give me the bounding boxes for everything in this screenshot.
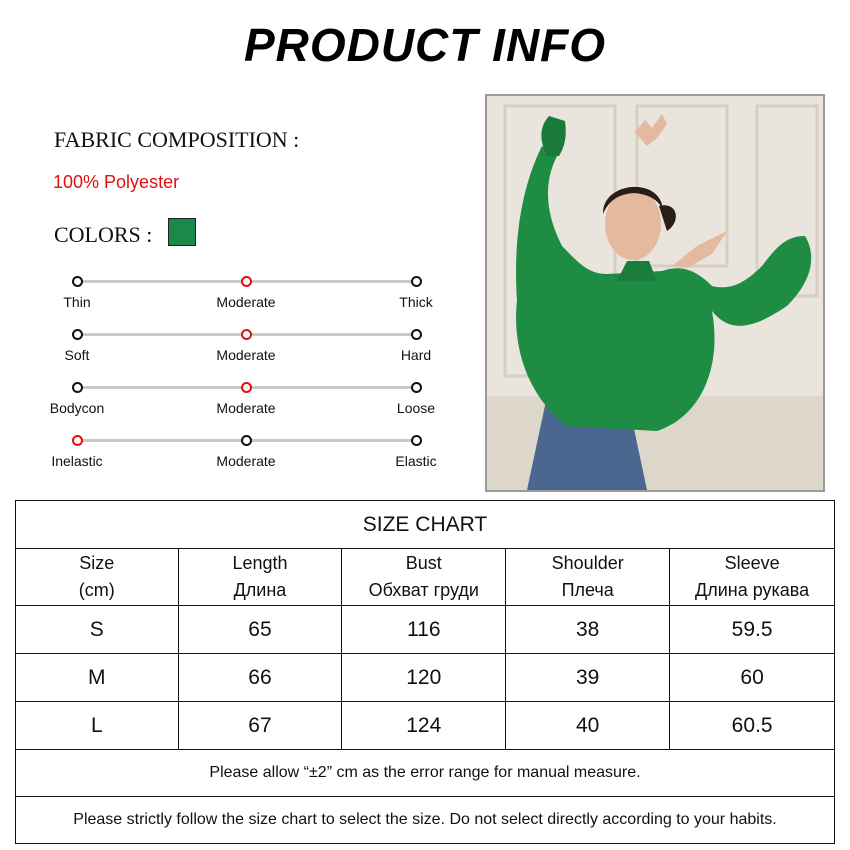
- scale-label-mid: Moderate: [216, 453, 276, 469]
- column-header-length: Length Длина: [178, 549, 342, 606]
- scale-label-mid: Moderate: [216, 400, 276, 416]
- colors-label: COLORS :: [54, 222, 153, 247]
- table-cell: 66: [178, 654, 342, 702]
- scale-dot-right: [411, 276, 422, 287]
- table-cell: S: [16, 606, 179, 654]
- scale-dot-mid: [241, 435, 252, 446]
- scale-label-mid: Moderate: [216, 347, 276, 363]
- column-header-size: Size (cm): [16, 549, 179, 606]
- scale-dot-right: [411, 382, 422, 393]
- table-cell: 124: [342, 702, 506, 750]
- fit-scale: [40, 378, 450, 428]
- scale-label-right: Thick: [399, 294, 433, 310]
- table-cell: 120: [342, 654, 506, 702]
- table-cell: 39: [506, 654, 670, 702]
- table-row: [16, 606, 835, 654]
- column-header-bust: Bust Обхват груди: [342, 549, 506, 606]
- table-cell: 40: [506, 702, 670, 750]
- scale-dot-mid: [241, 329, 252, 340]
- size-chart-table: [15, 500, 835, 844]
- fabric-composition-label: FABRIC COMPOSITION :: [54, 127, 300, 152]
- color-swatch-green[interactable]: [168, 218, 196, 246]
- scale-dot-left: [72, 382, 83, 393]
- table-cell: 65: [178, 606, 342, 654]
- column-header-shoulder: Shoulder Плеча: [506, 549, 670, 606]
- table-cell: 60: [670, 654, 835, 702]
- scale-label-left: Thin: [63, 294, 91, 310]
- thickness-scale: [40, 272, 450, 322]
- table-cell: M: [16, 654, 179, 702]
- product-photo: [485, 94, 825, 492]
- scale-label-right: Elastic: [395, 453, 437, 469]
- table-cell: 116: [342, 606, 506, 654]
- scale-label-right: Hard: [400, 347, 432, 363]
- scale-label-mid: Moderate: [216, 294, 276, 310]
- table-cell: 38: [506, 606, 670, 654]
- table-cell: 60.5: [670, 702, 835, 750]
- scale-dot-mid: [241, 276, 252, 287]
- size-chart-title: SIZE CHART: [16, 501, 835, 549]
- scale-dot-left: [72, 435, 83, 446]
- fabric-composition-value: 100% Polyester: [53, 172, 180, 192]
- elasticity-scale: [40, 431, 450, 481]
- scale-label-left: Bodycon: [49, 400, 105, 416]
- measure-error-note: Please allow “±2” cm as the error range for manual measure.: [16, 750, 835, 797]
- scale-label-right: Loose: [396, 400, 436, 416]
- scale-dot-mid: [241, 382, 252, 393]
- page-title: PRODUCT INFO: [243, 19, 607, 71]
- column-header-sleeve: Sleeve Длина рукава: [670, 549, 835, 606]
- model-illustration: [487, 96, 823, 490]
- table-row: [16, 654, 835, 702]
- scale-dot-right: [411, 329, 422, 340]
- scale-dot-right: [411, 435, 422, 446]
- scale-dot-left: [72, 276, 83, 287]
- table-row: [16, 702, 835, 750]
- softness-scale: [40, 325, 450, 375]
- scale-dot-left: [72, 329, 83, 340]
- size-selection-note: Please strictly follow the size chart to select the size. Do not select directly according to your habits.: [16, 797, 835, 844]
- table-cell: 59.5: [670, 606, 835, 654]
- scale-label-left: Soft: [64, 347, 90, 363]
- table-cell: 67: [178, 702, 342, 750]
- scale-label-left: Inelastic: [51, 453, 103, 469]
- table-cell: L: [16, 702, 179, 750]
